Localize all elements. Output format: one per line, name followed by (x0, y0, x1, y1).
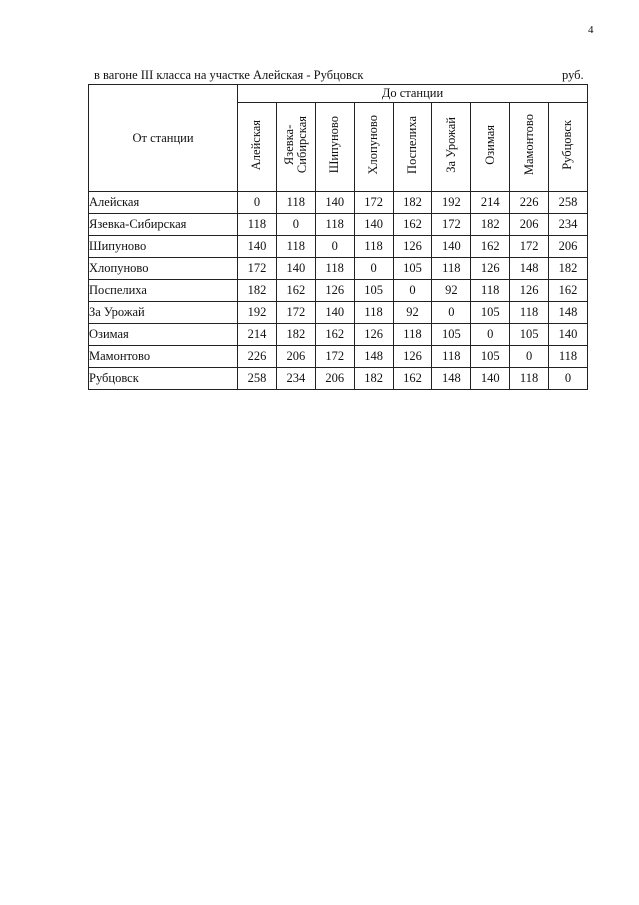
fare-value-cell: 140 (315, 302, 354, 324)
fare-value-cell: 118 (315, 214, 354, 236)
fare-value-cell: 105 (471, 302, 510, 324)
fare-table-body (89, 192, 588, 390)
fare-value-cell: 206 (549, 236, 588, 258)
fare-value-cell: 162 (276, 280, 315, 302)
table-row (89, 324, 588, 346)
fare-value-cell: 148 (354, 346, 393, 368)
fare-value-cell: 162 (549, 280, 588, 302)
destination-label (561, 120, 574, 170)
fare-value-cell: 118 (432, 258, 471, 280)
fare-value-cell: 140 (276, 258, 315, 280)
destination-label (283, 116, 309, 173)
destination-label-line: Язевка- (281, 124, 296, 166)
fare-value-cell: 0 (276, 214, 315, 236)
fare-value-cell: 0 (471, 324, 510, 346)
table-row (89, 214, 588, 236)
fare-value-cell: 214 (238, 324, 277, 346)
destination-label (367, 115, 380, 174)
fare-value-cell: 172 (432, 214, 471, 236)
fare-value-cell: 118 (549, 346, 588, 368)
origin-station-cell: За Урожай (89, 302, 238, 324)
table-row (89, 280, 588, 302)
fare-value-cell: 92 (393, 302, 432, 324)
to-station-header: До станции (238, 85, 588, 103)
destination-label-line: Хлопуново (366, 115, 380, 175)
fare-value-cell: 126 (393, 236, 432, 258)
fare-value-cell: 0 (354, 258, 393, 280)
destination-column-header (393, 103, 432, 192)
fare-value-cell: 206 (276, 346, 315, 368)
fare-value-cell: 162 (393, 368, 432, 390)
destination-label-line: Рубцовск (560, 120, 575, 170)
fare-value-cell: 118 (315, 258, 354, 280)
fare-value-cell: 0 (432, 302, 471, 324)
fare-value-cell: 226 (238, 346, 277, 368)
fare-value-cell: 148 (549, 302, 588, 324)
fare-value-cell: 140 (238, 236, 277, 258)
destination-label-line: Алейская (249, 119, 264, 171)
fare-value-cell: 105 (510, 324, 549, 346)
fare-value-cell: 182 (471, 214, 510, 236)
fare-value-cell: 0 (510, 346, 549, 368)
currency-unit: руб. (562, 68, 584, 82)
fare-value-cell: 118 (238, 214, 277, 236)
destination-label-line: За Урожай (443, 117, 458, 173)
destination-column-header (315, 103, 354, 192)
destination-column-header (238, 103, 277, 192)
fare-value-cell: 206 (510, 214, 549, 236)
fare-value-cell: 140 (549, 324, 588, 346)
fare-value-cell: 105 (354, 280, 393, 302)
table-row (89, 368, 588, 390)
fare-value-cell: 172 (354, 192, 393, 214)
fare-value-cell: 0 (315, 236, 354, 258)
fare-value-cell: 172 (315, 346, 354, 368)
fare-value-cell: 206 (315, 368, 354, 390)
fare-value-cell: 118 (393, 324, 432, 346)
destination-label-line: Мамонтово (521, 114, 536, 176)
destination-column-header (549, 103, 588, 192)
destination-label (523, 114, 536, 175)
fare-value-cell: 182 (393, 192, 432, 214)
fare-value-cell: 92 (432, 280, 471, 302)
table-row (89, 302, 588, 324)
destination-column-header (276, 103, 315, 192)
fare-value-cell: 172 (510, 236, 549, 258)
fare-value-cell: 0 (549, 368, 588, 390)
destination-label (406, 116, 419, 174)
fare-value-cell: 126 (510, 280, 549, 302)
fare-value-cell: 0 (238, 192, 277, 214)
fare-value-cell: 118 (276, 192, 315, 214)
origin-station-cell: Хлопуново (89, 258, 238, 280)
destination-label-line: Шипуново (327, 116, 342, 174)
origin-station-cell: Шипуново (89, 236, 238, 258)
fare-value-cell: 258 (238, 368, 277, 390)
fare-value-cell: 118 (354, 302, 393, 324)
destination-column-header (471, 103, 510, 192)
fare-value-cell: 140 (354, 214, 393, 236)
fare-value-cell: 118 (510, 302, 549, 324)
fare-value-cell: 126 (315, 280, 354, 302)
fare-value-cell: 182 (276, 324, 315, 346)
fare-value-cell: 118 (510, 368, 549, 390)
fare-value-cell: 172 (238, 258, 277, 280)
fare-value-cell: 172 (276, 302, 315, 324)
fare-value-cell: 226 (510, 192, 549, 214)
fare-table (88, 84, 588, 390)
fare-value-cell: 118 (354, 236, 393, 258)
from-station-header: От станции (89, 85, 238, 192)
destination-column-header (432, 103, 471, 192)
fare-value-cell: 162 (471, 236, 510, 258)
origin-station-cell: Рубцовск (89, 368, 238, 390)
origin-station-cell: Алейская (89, 192, 238, 214)
table-row (89, 192, 588, 214)
fare-value-cell: 126 (393, 346, 432, 368)
fare-value-cell: 162 (393, 214, 432, 236)
fare-value-cell: 126 (354, 324, 393, 346)
destination-label (328, 116, 341, 173)
header-row-top (89, 85, 588, 103)
fare-value-cell: 105 (393, 258, 432, 280)
page-number: 4 (588, 24, 594, 36)
destination-label-line: Озимая (482, 125, 497, 165)
destination-label (445, 117, 458, 173)
origin-station-cell: Мамонтово (89, 346, 238, 368)
fare-value-cell: 140 (315, 192, 354, 214)
fare-value-cell: 105 (432, 324, 471, 346)
fare-value-cell: 148 (510, 258, 549, 280)
fare-value-cell: 126 (471, 258, 510, 280)
fare-value-cell: 140 (432, 236, 471, 258)
destination-column-header (510, 103, 549, 192)
fare-value-cell: 182 (354, 368, 393, 390)
destination-label (484, 125, 497, 165)
fare-value-cell: 192 (432, 192, 471, 214)
fare-value-cell: 105 (471, 346, 510, 368)
fare-value-cell: 140 (471, 368, 510, 390)
fare-value-cell: 118 (471, 280, 510, 302)
table-caption: в вагоне III класса на участке Алейская - Рубцовск (94, 68, 364, 82)
fare-value-cell: 182 (549, 258, 588, 280)
table-row (89, 346, 588, 368)
fare-value-cell: 118 (432, 346, 471, 368)
origin-station-cell: Поспелиха (89, 280, 238, 302)
origin-station-cell: Озимая (89, 324, 238, 346)
fare-value-cell: 162 (315, 324, 354, 346)
fare-value-cell: 182 (238, 280, 277, 302)
fare-value-cell: 214 (471, 192, 510, 214)
fare-value-cell: 234 (549, 214, 588, 236)
fare-value-cell: 148 (432, 368, 471, 390)
origin-station-cell: Язевка-Сибирская (89, 214, 238, 236)
table-row (89, 258, 588, 280)
destination-label-line: Сибирская (294, 116, 309, 174)
fare-value-cell: 234 (276, 368, 315, 390)
destination-label (250, 120, 263, 170)
fare-value-cell: 258 (549, 192, 588, 214)
fare-value-cell: 0 (393, 280, 432, 302)
table-row (89, 236, 588, 258)
fare-value-cell: 118 (276, 236, 315, 258)
destination-label-line: Поспелиха (404, 116, 419, 174)
fare-value-cell: 192 (238, 302, 277, 324)
destination-column-header (354, 103, 393, 192)
